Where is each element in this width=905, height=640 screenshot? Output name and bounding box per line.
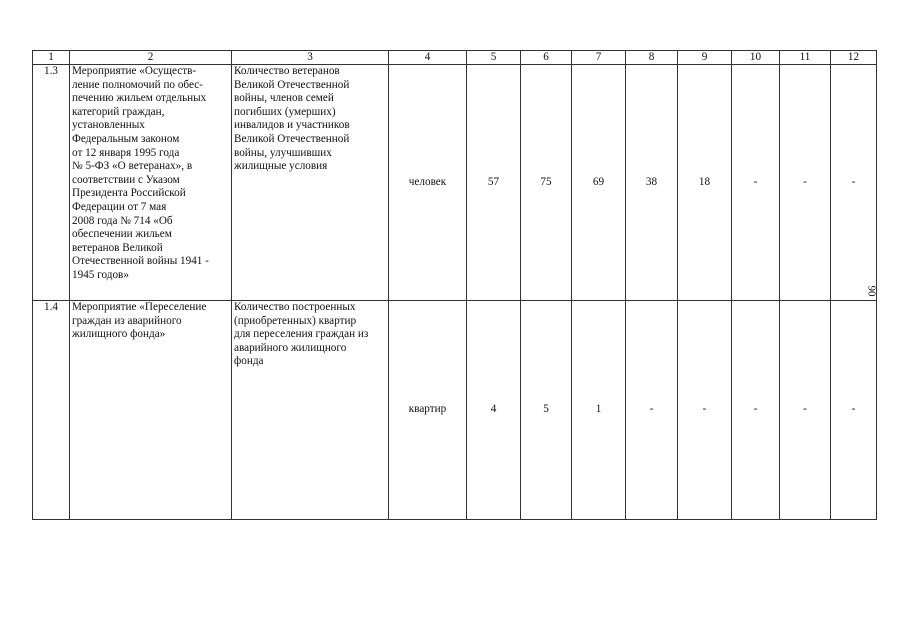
value-cell: - <box>780 301 831 520</box>
column-number: 6 <box>521 51 572 65</box>
value-cell: - <box>732 65 780 301</box>
row-number: 1.3 <box>33 65 70 301</box>
event-name: Мероприятие «Осуществ- ление полномочий по обес- печению жильем отдельных категорий граждан, установленных Федеральным законом от 12 января 1995 года № 5-ФЗ «О ветеранах», в соответствии с Указом Президента Российской Федерации от 7 мая 2008 года № 714 «Об обеспечении жильем ветеранов Великой Отечественной войны 1941 - 1945 годов» <box>70 65 232 301</box>
value-cell: - <box>626 301 678 520</box>
column-number: 2 <box>70 51 232 65</box>
value-cell: 38 <box>626 65 678 301</box>
unit-cell: человек <box>389 65 467 301</box>
column-number: 9 <box>678 51 732 65</box>
value-cell: 1 <box>572 301 626 520</box>
value-cell: - <box>831 65 877 301</box>
row-number: 1.4 <box>33 301 70 520</box>
value-cell: - <box>831 301 877 520</box>
table-row <box>33 301 877 520</box>
value-cell: 57 <box>467 65 521 301</box>
value-cell: - <box>732 301 780 520</box>
column-number-row <box>33 51 877 65</box>
column-number: 8 <box>626 51 678 65</box>
column-number: 1 <box>33 51 70 65</box>
value-cell: - <box>780 65 831 301</box>
table-row <box>33 65 877 301</box>
page-number: 90 <box>865 285 878 297</box>
column-number: 12 <box>831 51 877 65</box>
column-number: 7 <box>572 51 626 65</box>
unit-cell: квартир <box>389 301 467 520</box>
value-cell: 75 <box>521 65 572 301</box>
indicator-name: Количество ветеранов Великой Отечественной войны, членов семей погибших (умерших) инвалидов и участников Великой Отечественной войны, улучшивших жилищные условия <box>232 65 389 301</box>
value-cell: 4 <box>467 301 521 520</box>
column-number: 4 <box>389 51 467 65</box>
value-cell: 5 <box>521 301 572 520</box>
indicator-name: Количество построенных (приобретенных) квартир для переселения граждан из аварийного жилищного фонда <box>232 301 389 520</box>
column-number: 10 <box>732 51 780 65</box>
value-cell: 18 <box>678 65 732 301</box>
event-name: Мероприятие «Переселение граждан из аварийного жилищного фонда» <box>70 301 232 520</box>
column-number: 5 <box>467 51 521 65</box>
column-number: 3 <box>232 51 389 65</box>
column-number: 11 <box>780 51 831 65</box>
value-cell: 69 <box>572 65 626 301</box>
value-cell: - <box>678 301 732 520</box>
targets-table <box>32 50 877 520</box>
